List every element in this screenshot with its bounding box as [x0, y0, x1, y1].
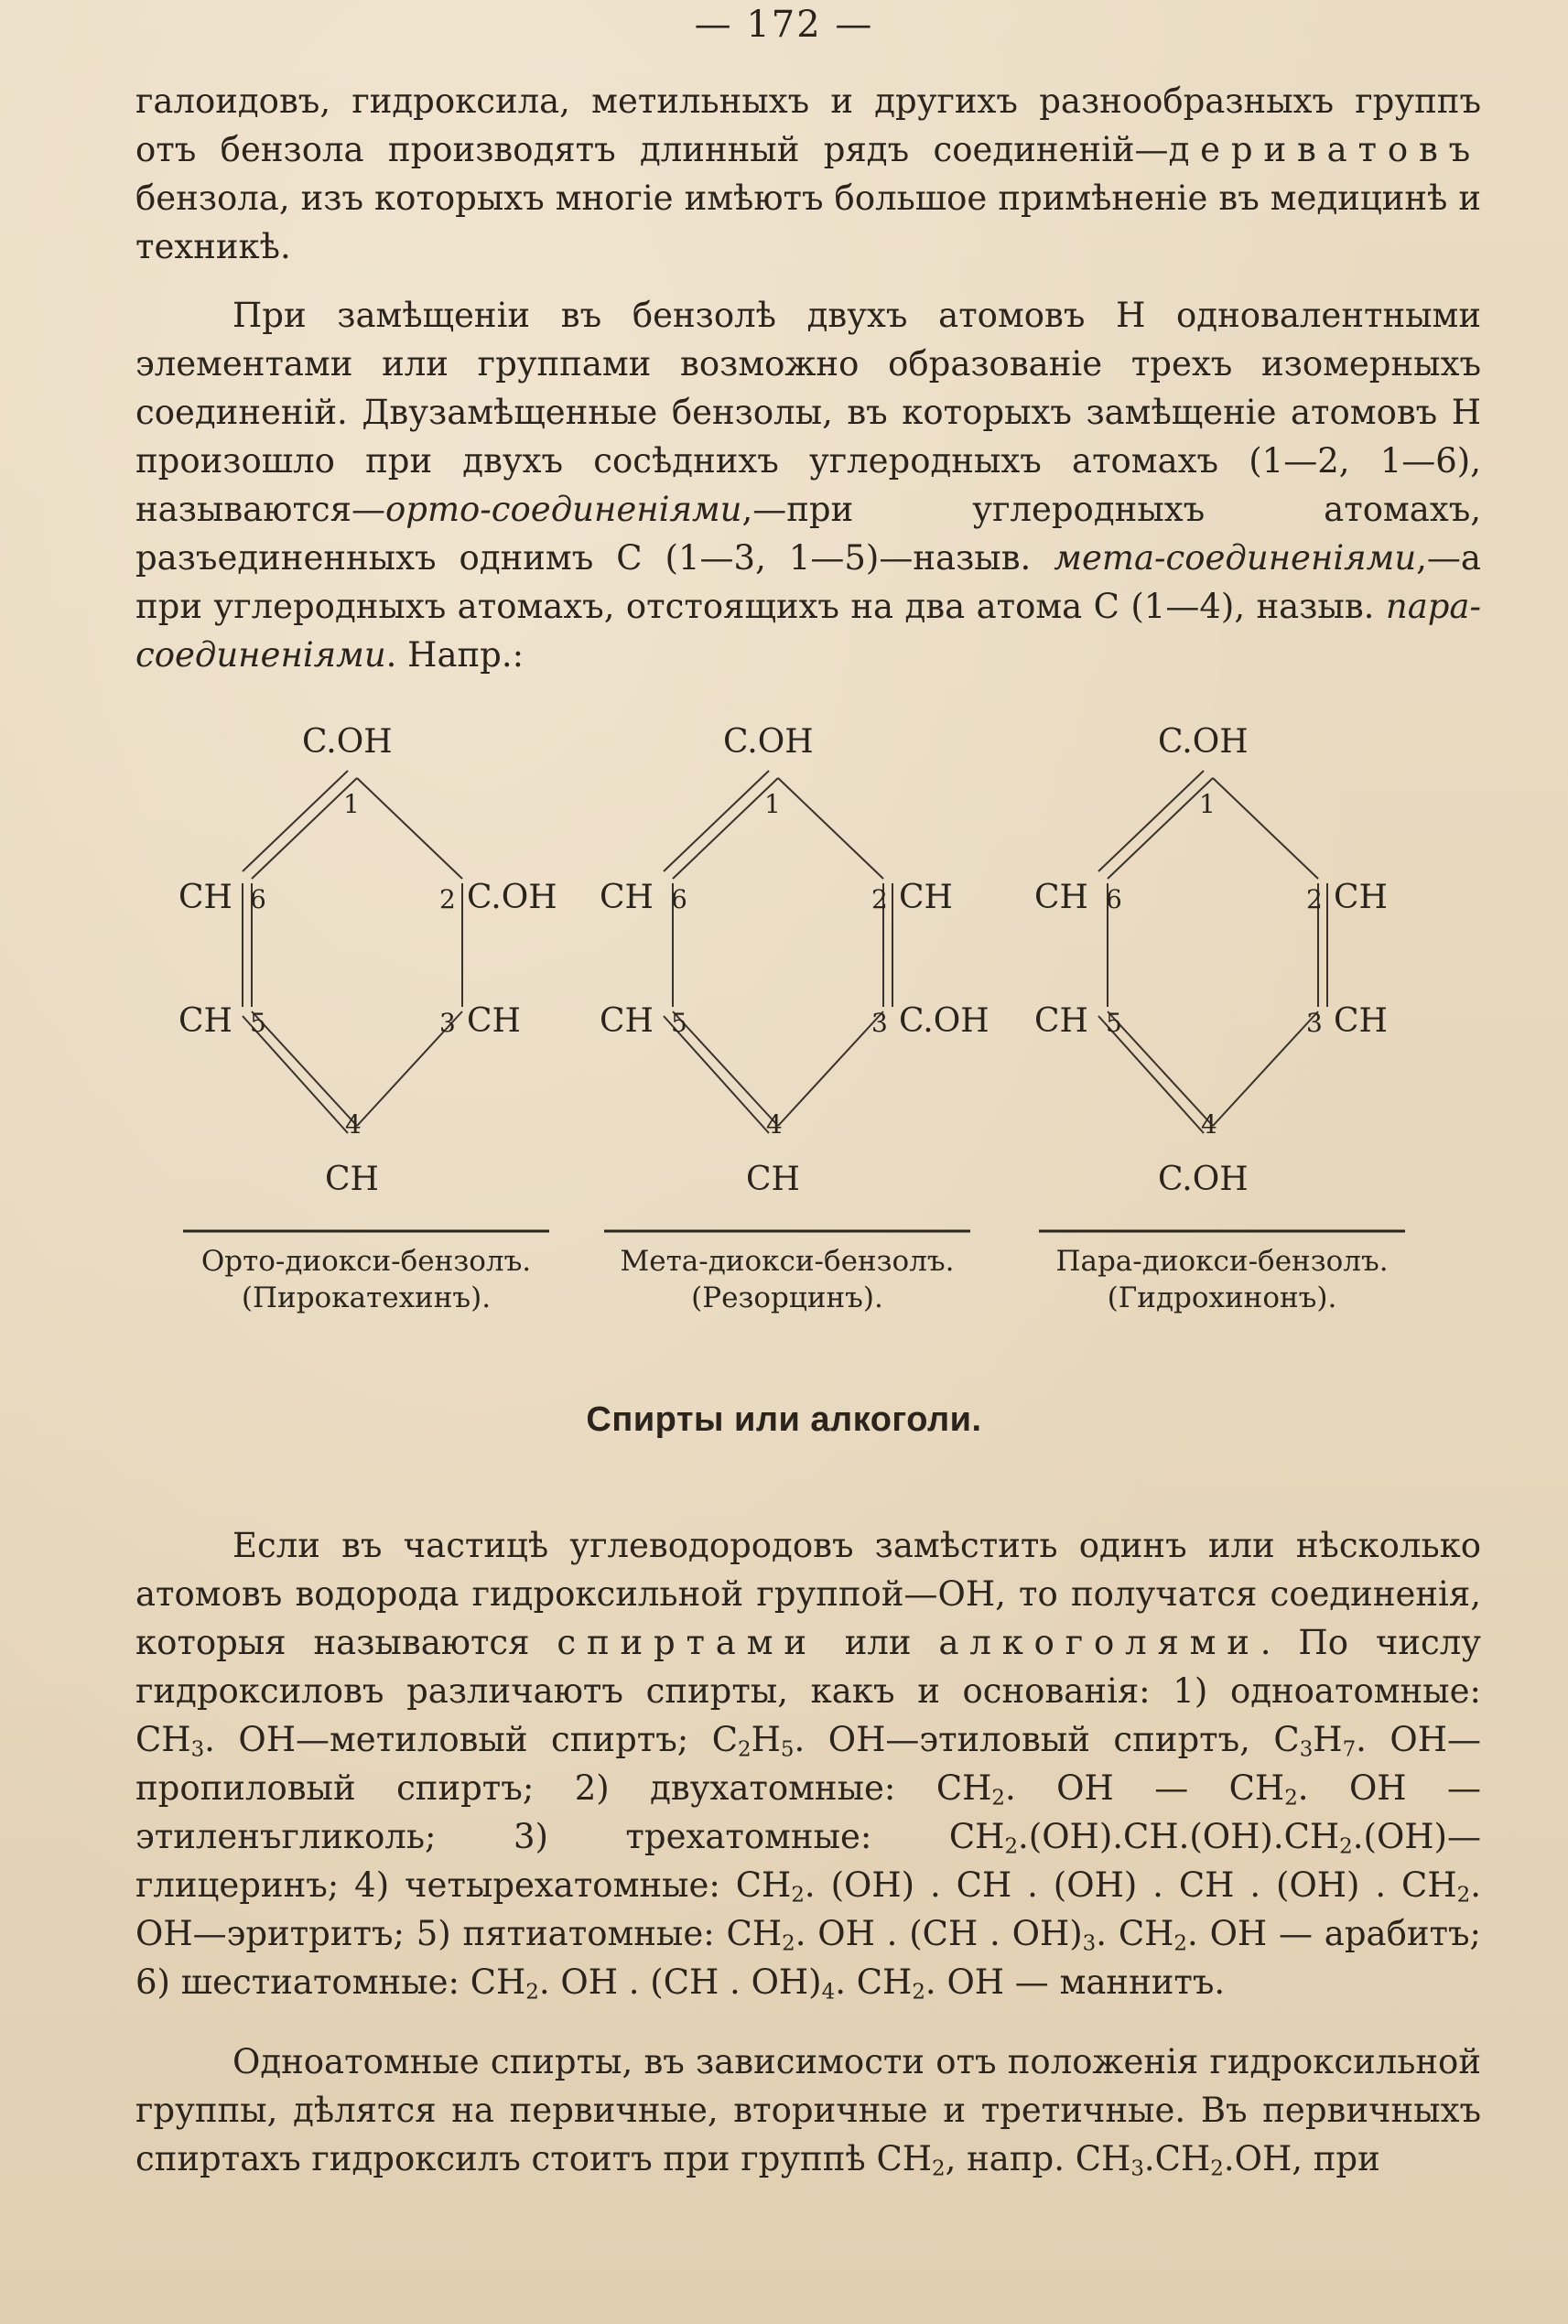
- formula-part: . OH—эритритъ; 5) пятиатомные:: [135, 1865, 1481, 1953]
- page-number: — 172 —: [694, 4, 874, 46]
- atom-top: C.OH: [723, 723, 814, 761]
- formula-part: . OH—метиловый спиртъ;: [204, 1720, 712, 1759]
- position-number: 3: [1306, 1008, 1323, 1038]
- formula-subscript: 2: [991, 1786, 1005, 1811]
- caption-name: Пара-диокси-бензолъ.: [1055, 1245, 1389, 1278]
- formula-subscript: 2: [1284, 1786, 1298, 1811]
- spaced-term: алкоголями: [938, 1623, 1260, 1662]
- formula-subscript: 3: [1299, 1737, 1314, 1762]
- formula-subscript: 2: [782, 1931, 795, 1956]
- atom-right-upper: C.OH: [467, 879, 557, 916]
- formula-subscript: 3: [1130, 2156, 1144, 2181]
- atom-right-lower: C.OH: [899, 1002, 989, 1040]
- position-number: 1: [1199, 789, 1216, 819]
- formula: [876, 2139, 1076, 2181]
- structure-para: [1007, 723, 1437, 1327]
- formula-subscript: 2: [1339, 1834, 1353, 1859]
- position-number: 2: [1306, 884, 1323, 914]
- position-number: 5: [250, 1008, 266, 1038]
- text-segment: или: [816, 1623, 939, 1662]
- caption-name: Орто-диокси-бензолъ.: [200, 1245, 532, 1278]
- formula-part: CH: [876, 2139, 933, 2178]
- structure-caption: [1007, 1243, 1437, 1316]
- formula-part: , напр.: [945, 2139, 1076, 2178]
- text-segment: галоидовъ, гидроксила, метильныхъ и другихъ разнообразныхъ группъ отъ бензола производятъ длинный рядъ соединенiй—: [135, 81, 1481, 169]
- formula-subscript: 2: [738, 1737, 752, 1762]
- text-segment: . По числу гидроксиловъ различаютъ спирты, какъ и основанiя: 1) одноатомные:: [135, 1623, 1481, 1711]
- atom-top: C.OH: [302, 723, 393, 761]
- text-segment: Одноатомные спирты, въ зависимости отъ положенiя гидроксильной группы, дѣлятся на первичные, вторичные и третичные. Въ первичныхъ спиртахъ гидроксилъ стоитъ при группѣ: [135, 2042, 1481, 2178]
- atom-bottom: CH: [746, 1161, 800, 1198]
- structure-caption: [572, 1243, 1002, 1316]
- italic-term: мета-соединенiями: [1054, 538, 1417, 578]
- caption-name: Мета-диокси-бензолъ.: [620, 1245, 955, 1278]
- atom-left-upper: CH: [600, 879, 654, 916]
- position-number: 6: [250, 884, 266, 914]
- formula-part: CH: [735, 1865, 792, 1905]
- position-number: 4: [345, 1109, 362, 1140]
- position-number: 2: [871, 884, 888, 914]
- formula-part: H: [1313, 1720, 1343, 1759]
- text-segment: ,—при углеродныхъ атомахъ, разъединенныхъ однимъ C (1—3, 1—5)—назыв.: [135, 490, 1481, 578]
- formula-part: . OH—пропиловый спиртъ; 2) двухатомные:: [135, 1720, 1482, 1808]
- formula-subscript: 2: [1173, 1931, 1187, 1956]
- position-number: 1: [764, 789, 781, 819]
- caption-trivial-name: (Гидрохинонъ).: [1107, 1281, 1337, 1314]
- position-number: 4: [766, 1109, 783, 1140]
- formula-subscript: 2: [1004, 1834, 1019, 1859]
- text-segment: ,—а при углеродныхъ атомахъ, отстоящихъ на два атома C (1—4), назыв.: [135, 538, 1481, 626]
- formula-part: .(OH).CH.(OH).CH: [1018, 1817, 1340, 1856]
- formula-subscript: 3: [190, 1737, 205, 1762]
- formula-subscript: 2: [932, 2156, 946, 2181]
- formula-part: CH: [726, 1914, 783, 1953]
- formula: [470, 1962, 1226, 2005]
- formula-subscript: 3: [1082, 1931, 1097, 1956]
- position-number: 5: [1106, 1008, 1122, 1038]
- atom-left-lower: CH: [600, 1002, 654, 1040]
- atom-bottom: CH: [325, 1161, 379, 1198]
- formula-part: . OH — арабитъ; 6) шестиатомные:: [135, 1914, 1481, 2002]
- formula-part: . OH — маннитъ.: [925, 1962, 1226, 2002]
- section-heading: Спирты или алкоголи.: [586, 1400, 982, 1439]
- caption-trivial-name: (Пирокатехинъ).: [241, 1281, 492, 1314]
- italic-term: пара-соединенiями: [135, 587, 1481, 675]
- atom-left-upper: CH: [1034, 879, 1088, 916]
- paragraph-derivatives: [135, 77, 1481, 271]
- structure-meta: [572, 723, 1002, 1327]
- formula-part: CH: [948, 1817, 1005, 1856]
- caption-trivial-name: (Резорцинъ).: [691, 1281, 883, 1314]
- formula-part: . CH: [1096, 1914, 1174, 1953]
- atom-left-lower: CH: [1034, 1002, 1088, 1040]
- formula: [1075, 2139, 1380, 2181]
- formula: [711, 1720, 1274, 1762]
- structure-ortho: [151, 723, 581, 1327]
- position-number: 6: [671, 884, 687, 914]
- atom-bottom: C.OH: [1158, 1161, 1249, 1198]
- position-number: 5: [671, 1008, 687, 1038]
- text-segment: При замѣщенiи въ бензолѣ двухъ атомовъ H одновалентными элементами или группами возможно образованiе трехъ изомерныхъ соединенiй. Двузамѣщенные бензолы, въ которыхъ замѣщенiе атомовъ H произошло при двухъ сосѣднихъ углеродныхъ атомахъ (1—2, 1—6), называются—: [135, 296, 1481, 529]
- text-segment: Если въ частицѣ углеводородовъ замѣстить одинъ или нѣсколько атомовъ водорода гидроксильной группой—OH, то получатся соединенiя, которыя называются: [135, 1526, 1481, 1662]
- paragraph-isomers: [135, 291, 1481, 679]
- spaced-term: дериватовъ: [1168, 130, 1481, 169]
- paragraph-alcohols: [135, 1521, 1481, 2006]
- formula-part: . OH . (CH . OH): [795, 1914, 1083, 1953]
- formula-part: .CH: [1143, 2139, 1211, 2178]
- formula-subscript: 5: [780, 1737, 795, 1762]
- position-number: 2: [439, 884, 456, 914]
- formula-part: CH: [1075, 2139, 1131, 2178]
- paragraph-primary-alcohols: [135, 2038, 1481, 2183]
- atom-right-lower: CH: [467, 1002, 521, 1040]
- formula-part: . (OH) . CH . (OH) . CH . (OH) . CH: [804, 1865, 1457, 1905]
- formula-part: .OH, при: [1223, 2139, 1380, 2178]
- formula-subscript: 2: [791, 1883, 805, 1908]
- formula-part: . OH — этиленъгликоль; 3) трехатомные:: [135, 1768, 1481, 1856]
- formula: [135, 1720, 712, 1762]
- formula-subscript: 4: [821, 1980, 836, 2005]
- formula-part: H: [751, 1720, 781, 1759]
- formula-subscript: 2: [1210, 2156, 1224, 2181]
- atom-left-lower: CH: [178, 1002, 232, 1040]
- formula-part: CH: [470, 1962, 526, 2002]
- position-number: 3: [871, 1008, 888, 1038]
- spaced-term: спиртами: [557, 1623, 817, 1662]
- formula-part: . OH . (CH . OH): [538, 1962, 822, 2002]
- formula-part: . CH: [835, 1962, 913, 2002]
- position-number: 1: [343, 789, 360, 819]
- formula-part: C: [1273, 1720, 1300, 1759]
- position-number: 3: [439, 1008, 456, 1038]
- formula-subscript: 2: [1456, 1883, 1471, 1908]
- atom-right-lower: CH: [1334, 1002, 1388, 1040]
- formula-part: CH: [935, 1768, 992, 1808]
- position-number: 6: [1106, 884, 1122, 914]
- formula-part: C: [711, 1720, 739, 1759]
- text-segment: . Напр.:: [385, 635, 524, 675]
- formula-subscript: 2: [525, 1980, 539, 2005]
- atom-left-upper: CH: [178, 879, 232, 916]
- structure-caption: [151, 1243, 581, 1316]
- formula-subscript: 2: [912, 1980, 925, 2005]
- text-segment: бензола, изъ которыхъ многiе имѣютъ большое примѣненiе въ медицинѣ и техникѣ.: [135, 178, 1481, 266]
- position-number: 4: [1201, 1109, 1217, 1140]
- formula-part: .(OH)—глицеринъ; 4) четырехатомные:: [135, 1817, 1481, 1905]
- formula-part: . OH—этиловый спиртъ,: [794, 1720, 1274, 1759]
- atom-top: C.OH: [1158, 723, 1249, 761]
- atom-right-upper: CH: [1334, 879, 1388, 916]
- formula-part: CH: [135, 1720, 191, 1759]
- formula-subscript: 7: [1342, 1737, 1357, 1762]
- formula-part: . OH — CH: [1005, 1768, 1285, 1808]
- atom-right-upper: CH: [899, 879, 953, 916]
- italic-term: орто-соединенiями: [384, 490, 742, 529]
